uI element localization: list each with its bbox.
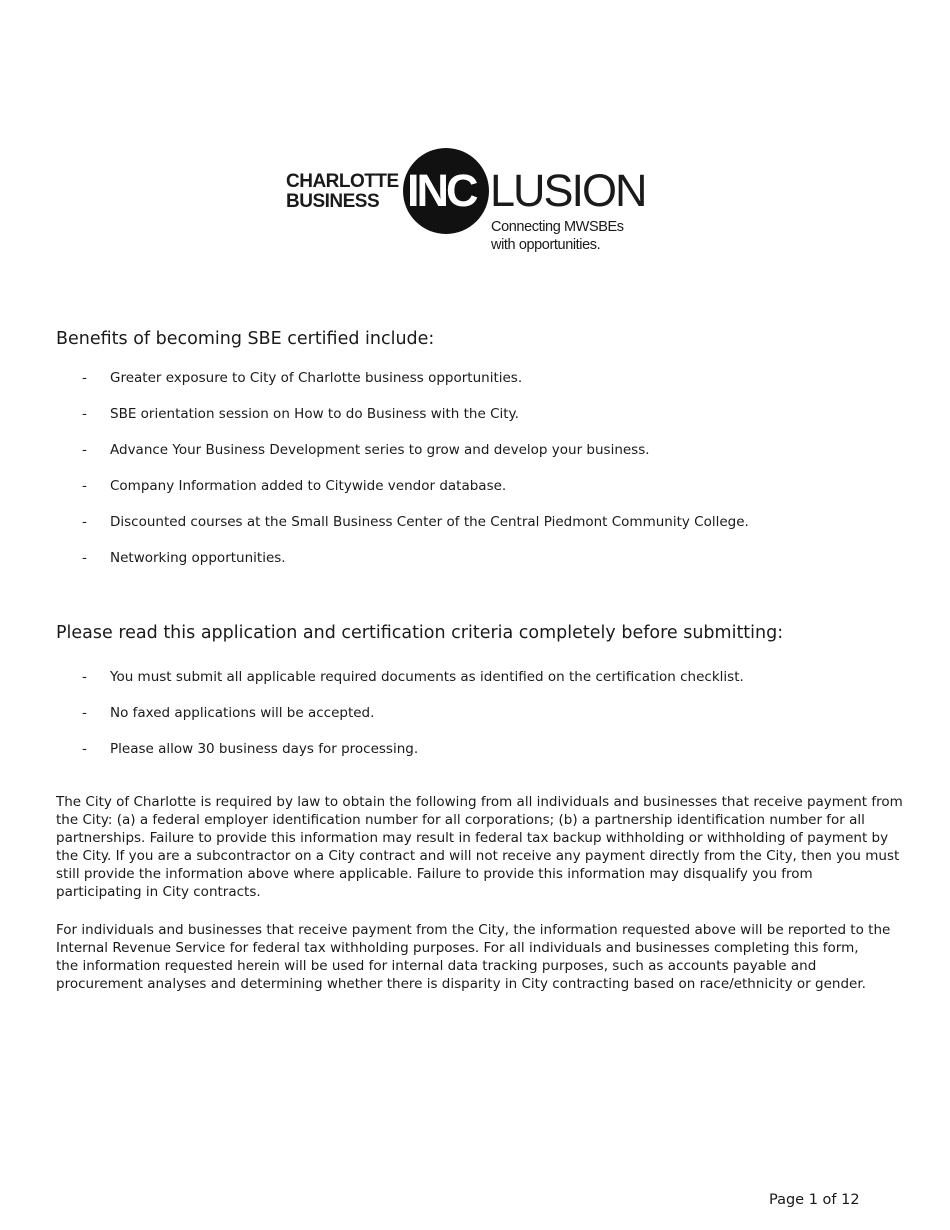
- bullet-dash: -: [82, 478, 87, 494]
- criteria-text: Please allow 30 business days for processing.: [110, 741, 419, 757]
- benefit-text: SBE orientation session on How to do Business with the City.: [110, 406, 519, 422]
- bullet-dash: -: [82, 705, 87, 721]
- criteria-text: No faxed applications will be accepted.: [110, 705, 375, 721]
- logo-lusion-text: LUSION: [490, 165, 646, 216]
- paragraph-line: the City. If you are a subcontractor on a City contract and will not receive any payment directly from the City, then you must: [56, 848, 900, 864]
- page-number: Page 1 of 12: [769, 1192, 860, 1208]
- criteria-text: You must submit all applicable required documents as identified on the certification checklist.: [110, 669, 744, 685]
- paragraph-line: The City of Charlotte is required by law to obtain the following from all individuals and businesses that receive payment from: [56, 794, 903, 810]
- logo-charlotte-text: CHARLOTTE: [286, 171, 399, 192]
- benefit-text: Networking opportunities.: [110, 550, 286, 566]
- bullet-dash: -: [82, 741, 87, 757]
- charlotte-business-inclusion-logo: [286, 148, 646, 258]
- benefit-text: Discounted courses at the Small Business Center of the Central Piedmont Community College.: [110, 514, 749, 530]
- bullet-dash: -: [82, 550, 87, 566]
- benefit-text: Company Information added to Citywide vendor database.: [110, 478, 507, 494]
- paragraph-line: For individuals and businesses that receive payment from the City, the information requested above will be reported to the: [56, 922, 891, 938]
- logo-tagline-line-2: with opportunities.: [491, 237, 601, 253]
- logo-inc-text: INC: [407, 165, 476, 216]
- benefit-text: Advance Your Business Development series to grow and develop your business.: [110, 442, 650, 458]
- tax-id-requirement-paragraph: [56, 793, 903, 901]
- bullet-dash: -: [82, 442, 87, 458]
- benefit-text: Greater exposure to City of Charlotte business opportunities.: [110, 370, 523, 386]
- paragraph-line: still provide the information above where applicable. Failure to provide this information may disqualify you from: [56, 866, 813, 882]
- bullet-dash: -: [82, 370, 87, 386]
- bullet-dash: -: [82, 514, 87, 530]
- paragraph-line: procurement analyses and determining whether there is disparity in City contracting based on race/ethnicity or gender.: [56, 976, 866, 992]
- criteria-heading: Please read this application and certification criteria completely before submitting:: [56, 623, 784, 643]
- logo-business-text: BUSINESS: [286, 191, 380, 212]
- logo-tagline-line-1: Connecting MWSBEs: [491, 219, 624, 235]
- paragraph-line: the information requested herein will be used for internal data tracking purposes, such as accounts payable and: [56, 958, 817, 974]
- bullet-dash: -: [82, 406, 87, 422]
- data-usage-paragraph: [56, 921, 892, 993]
- paragraph-line: Internal Revenue Service for federal tax withholding purposes. For all individuals and businesses completing this form,: [56, 940, 859, 956]
- paragraph-line: the City: (a) a federal employer identification number for all corporations; (b) a partnership identification number for all: [56, 812, 865, 828]
- paragraph-line: partnerships. Failure to provide this information may result in federal tax backup withholding or withholding of payment by: [56, 830, 889, 846]
- paragraph-line: participating in City contracts.: [56, 884, 261, 900]
- bullet-dash: -: [82, 669, 87, 685]
- benefits-heading: Benefits of becoming SBE certified include:: [56, 329, 435, 349]
